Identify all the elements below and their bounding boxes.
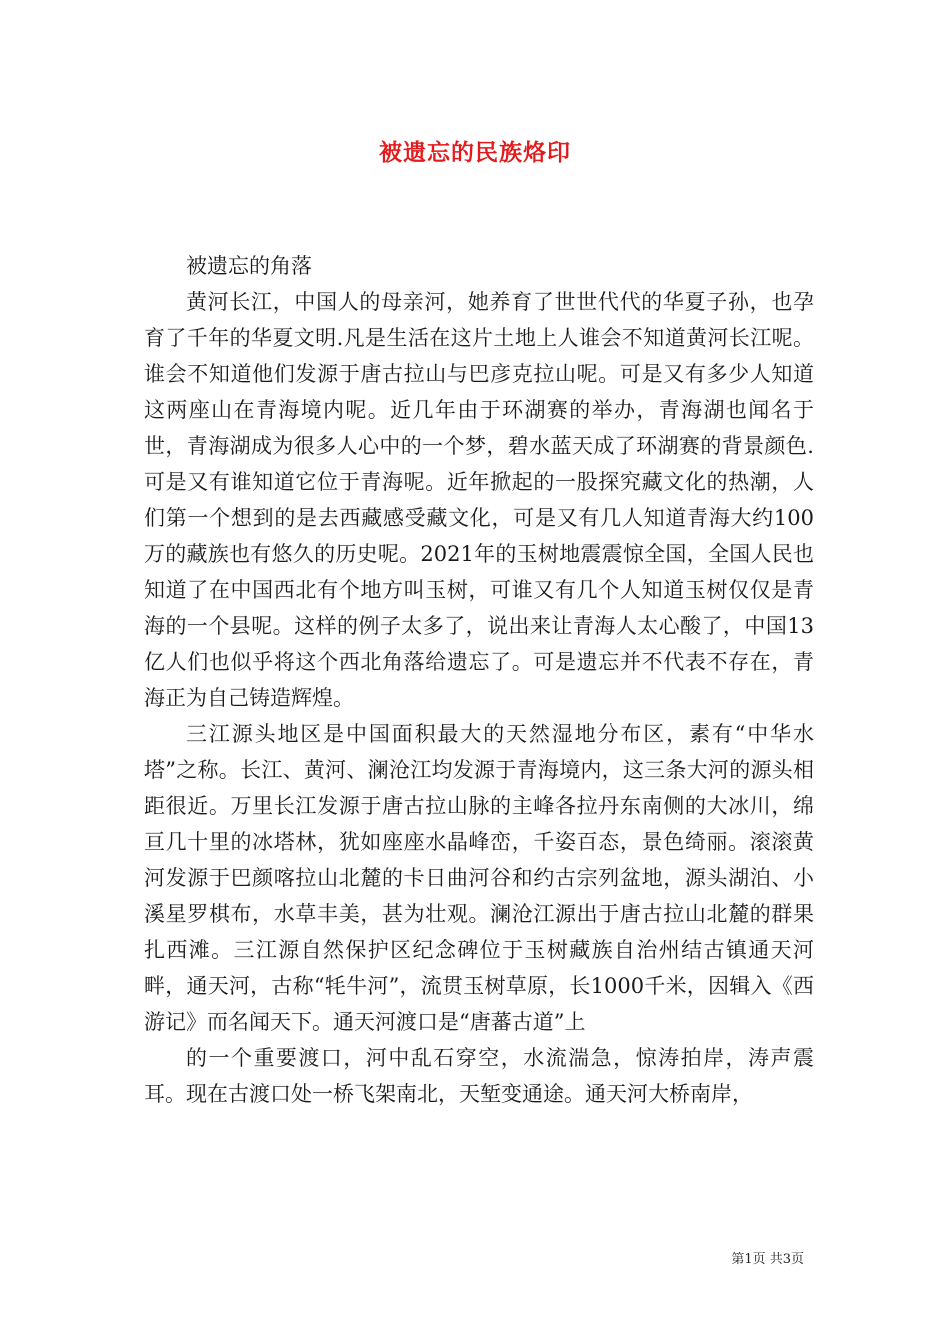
paragraph: 三江源头地区是中国面积最大的天然湿地分布区，素有“中华水塔”之称。长江、黄河、澜沧江均发源于青海境内，这三条大河的源头相距很近。万里长江发源于唐古拉山脉的主峰各拉丹东南侧的大冰川，绵亘几十里的冰塔林，犹如座座水晶峰峦，千姿百态，景色绮丽。滚滚黄河发源于巴颜喀拉山北麓的卡日曲河谷和约古宗列盆地，源头湖泊、小溪星罗棋布，水草丰美，甚为壮观。澜沧江源出于唐古拉山北麓的群果扎西滩。三江源自然保护区纪念碑位于玉树藏族自治州结古镇通天河畔，通天河，古称“牦牛河”，流贯玉树草原，长1000千米，因辑入《西游记》而名闻天下。通天河渡口是“唐蕃古道”上 xyxy=(144,722,814,1034)
paragraph-subheading: 被遗忘的角落 xyxy=(186,254,312,278)
document-title: 被遗忘的民族烙印 xyxy=(379,139,571,166)
paragraph: 的一个重要渡口，河中乱石穿空，水流湍急，惊涛拍岸，涛声震耳。现在古渡口处一桥飞架南北，天堑变通途。通天河大桥南岸， xyxy=(144,1046,814,1106)
page-number-footer: 第1页 共3页 xyxy=(731,1252,804,1267)
paragraph: 黄河长江，中国人的母亲河，她养育了世世代代的华夏子孙，也孕育了千年的华夏文明.凡是生活在这片土地上人谁会不知道黄河长江呢。谁会不知道他们发源于唐古拉山与巴彦克拉山呢。可是又有多少人知道这两座山在青海境内呢。近几年由于环湖赛的举办，青海湖也闻名于世，青海湖成为很多人心中的一个梦，碧水蓝天成了环湖赛的背景颜色.可是又有谁知道它位于青海呢。近年掀起的一股探究藏文化的热潮，人们第一个想到的是去西藏感受藏文化，可是又有几人知道青海大约100万的藏族也有悠久的历史呢。2021年的玉树地震震惊全国，全国人民也知道了在中国西北有个地方叫玉树，可谁又有几个人知道玉树仅仅是青海的一个县呢。这样的例子太多了，说出来让青海人太心酸了，中国13亿人们也似乎将这个西北角落给遗忘了。可是遗忘并不代表不存在，青海正为自己铸造辉煌。 xyxy=(144,290,814,710)
document-body xyxy=(144,248,814,1112)
